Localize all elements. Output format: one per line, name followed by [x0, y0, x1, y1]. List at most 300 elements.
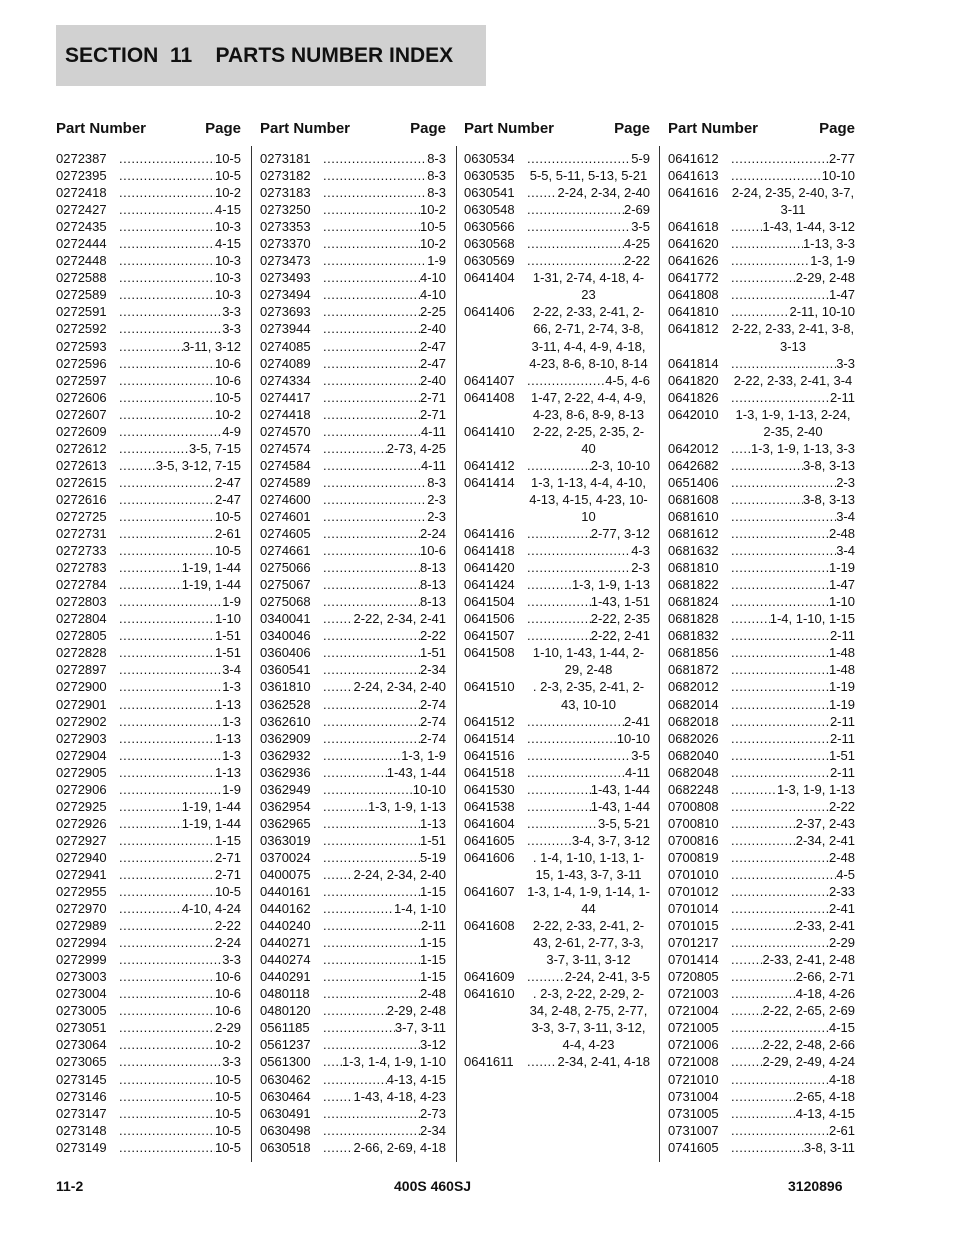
index-column-4 [668, 118, 855, 1165]
index-entry [668, 696, 855, 713]
dot-leader [119, 218, 215, 235]
index-entry [56, 1139, 241, 1156]
column-header [668, 118, 855, 150]
page-ref [527, 269, 650, 303]
part-number: 0273370 [260, 236, 311, 252]
page-ref [119, 184, 241, 201]
part-number: 0681828 [668, 611, 719, 627]
dot-leader [119, 423, 222, 440]
part-number: 0340046 [260, 628, 311, 644]
page-value: 2-33, 2-41 [795, 918, 855, 934]
page-ref [323, 781, 446, 798]
part-number: 0274334 [260, 372, 311, 388]
page-ref [323, 730, 446, 747]
dot-leader [731, 474, 836, 491]
part-number: 0641604 [464, 815, 515, 831]
part-number: 0681632 [668, 543, 719, 559]
part-number: 0273149 [56, 1139, 107, 1155]
part-number: 0630534 [464, 151, 515, 166]
part-number: 0480118 [260, 986, 310, 1002]
index-entry [464, 184, 650, 201]
part-number: 0272803 [56, 594, 107, 610]
index-entry [56, 661, 241, 678]
index-entry [260, 644, 446, 661]
page-ref [731, 917, 855, 934]
part-number: 0641826 [668, 389, 719, 405]
page-value: 2-37, 2-43 [795, 815, 855, 831]
dot-leader [731, 542, 836, 559]
part-number: 0641408 [464, 389, 515, 405]
index-entry [668, 1053, 855, 1070]
index-entry [56, 696, 241, 713]
page-ref [119, 747, 241, 764]
page-value: 2-22, 2-33, 2-41, 3-8, 3-13 [731, 321, 855, 354]
index-entry [464, 218, 650, 235]
index-entry [668, 1105, 855, 1122]
page-ref [323, 849, 446, 866]
dot-leader [731, 747, 829, 764]
index-entry [464, 798, 650, 815]
page-value: 2-24 [214, 935, 241, 951]
page-value: 2-47 [419, 355, 446, 371]
page-value: 3-5 [631, 747, 650, 763]
part-number: 0362949 [260, 781, 311, 797]
page-ref [119, 457, 241, 474]
page-ref [323, 525, 446, 542]
dot-leader [119, 389, 215, 406]
dot-leader [731, 1071, 829, 1088]
page-ref [119, 406, 241, 423]
page-value: 2-22, 2-33, 2-41, 2-66, 2-71, 2-74, 3-8, 3-11, 4-4, 4-9, 4-18, 4-23, 8-6, 8-10, 8-14 [529, 304, 648, 371]
index-entry [56, 1036, 241, 1053]
part-number: 0274600 [260, 491, 311, 507]
part-number: 0272940 [56, 849, 107, 865]
dot-leader [119, 1105, 215, 1122]
page-value: 2-11 [420, 918, 446, 934]
dot-leader [119, 968, 215, 985]
part-number: 0272615 [56, 474, 107, 490]
dot-leader [731, 866, 836, 883]
page-value: 2-22, 2-35 [590, 611, 650, 627]
dot-leader [731, 764, 830, 781]
page-ref [323, 218, 446, 235]
dot-leader [323, 406, 420, 423]
entry-list [464, 150, 650, 1071]
part-number: 0272387 [56, 151, 107, 166]
page-value: 4-13, 4-15 [386, 1071, 446, 1087]
part-number: 0272592 [56, 321, 107, 337]
part-number: 0272926 [56, 815, 107, 831]
page-value: 2-22 [828, 798, 855, 814]
page-ref [527, 167, 650, 184]
page-value: 2-22, 2-41 [590, 628, 650, 644]
page-ref [731, 951, 855, 968]
dot-leader [323, 1139, 353, 1156]
index-entry [260, 764, 446, 781]
page-ref [731, 678, 855, 695]
page-ref [323, 696, 446, 713]
page-ref [323, 883, 446, 900]
page-ref [119, 934, 241, 951]
part-number: 0641510 [464, 679, 515, 695]
page-value: 1-3, 1-4, 1-9, 1-14, 1-44 [527, 884, 650, 917]
dot-leader [323, 440, 387, 457]
dot-leader [527, 747, 631, 764]
dot-leader [119, 542, 215, 559]
page-ref [119, 218, 241, 235]
part-number: 0681856 [668, 645, 719, 661]
part-number: 0273147 [56, 1105, 107, 1121]
page-ref [119, 1071, 241, 1088]
part-number: 0681610 [668, 508, 719, 524]
part-number: 0641808 [668, 287, 719, 303]
dot-leader [527, 525, 591, 542]
dot-leader [323, 1122, 420, 1139]
page-value: 10-5 [214, 1088, 241, 1104]
page-value: 1-3, 1-9, 1-13 [367, 798, 446, 814]
page-ref [731, 1036, 855, 1053]
part-number: 0272805 [56, 628, 107, 644]
page-value: 4-11 [624, 764, 650, 780]
dot-leader [119, 866, 215, 883]
part-number: 0361810 [260, 679, 311, 695]
index-entry [260, 525, 446, 542]
dot-leader [731, 627, 830, 644]
page-ref [119, 917, 241, 934]
dot-leader [323, 525, 420, 542]
part-number: 0272589 [56, 287, 107, 303]
dot-leader [323, 968, 420, 985]
part-number: 0272444 [56, 236, 107, 252]
page-value: 2-65, 4-18 [795, 1088, 855, 1104]
page-ref [323, 934, 446, 951]
part-number: 0701217 [668, 935, 719, 951]
page-ref [323, 644, 446, 661]
dot-leader [731, 917, 796, 934]
footer-doc-number: 3120896 [788, 1178, 843, 1194]
index-entry [668, 1122, 855, 1139]
index-entry [668, 968, 855, 985]
page-ref [119, 661, 241, 678]
page-ref [323, 474, 446, 491]
index-entry [668, 1019, 855, 1036]
page-value: 8-13 [419, 577, 446, 593]
part-number: 0641506 [464, 611, 515, 627]
page-value: 1-3, 1-4, 1-9, 1-10 [341, 1054, 446, 1070]
page-ref [527, 610, 650, 627]
dot-leader [323, 985, 420, 1002]
index-entry [260, 372, 446, 389]
page-value: 1-3, 1-9, 1-13 [571, 577, 650, 593]
page-value: 3-4 [222, 662, 241, 678]
index-entry [668, 678, 855, 695]
dot-leader [119, 201, 215, 218]
part-number: 0362528 [260, 696, 311, 712]
part-number: 0340041 [260, 611, 311, 627]
page-value: 3-3 [222, 321, 241, 337]
page-value: 2-47 [214, 491, 241, 507]
part-number: 0641518 [464, 764, 515, 780]
index-entry [464, 389, 650, 423]
page-ref [731, 849, 855, 866]
page-value: 1-51 [214, 628, 241, 644]
index-entry [56, 372, 241, 389]
index-entry [668, 184, 855, 218]
page-ref [527, 525, 650, 542]
page-value: 3-4, 3-7, 3-12 [571, 832, 650, 848]
page-ref [323, 457, 446, 474]
part-number: 0362936 [260, 764, 311, 780]
dot-leader [323, 678, 353, 695]
page-value: 2-34 [419, 1122, 446, 1138]
dot-leader [119, 1002, 215, 1019]
page-ref [119, 866, 241, 883]
page-value: 2-29, 2-49, 4-24 [762, 1054, 855, 1070]
dot-leader [731, 968, 796, 985]
dot-leader [119, 1122, 215, 1139]
part-number: 0641814 [668, 355, 719, 371]
dot-leader [119, 627, 215, 644]
index-entry [260, 1053, 446, 1070]
page-value: 2-11, 10-10 [789, 304, 855, 320]
index-entry [668, 167, 855, 184]
index-entry [56, 900, 241, 917]
dot-leader [323, 934, 420, 951]
page-ref [323, 576, 446, 593]
part-number: 0272784 [56, 577, 107, 593]
dot-leader [119, 917, 215, 934]
page-value: 1-15 [419, 969, 446, 985]
page-ref [731, 525, 855, 542]
page-value: 2-29, 2-48 [795, 270, 855, 286]
index-entry [668, 1139, 855, 1156]
part-number: 0274418 [260, 406, 311, 422]
index-entry [56, 218, 241, 235]
part-number: 0272904 [56, 747, 107, 763]
dot-leader [527, 218, 631, 235]
page-value: 1-3 [222, 679, 241, 695]
index-entry [260, 968, 446, 985]
index-entry [260, 849, 446, 866]
dot-leader [119, 934, 215, 951]
page-ref [323, 951, 446, 968]
page-value: 1-19, 1-44 [181, 577, 241, 593]
page-value: 10-6 [419, 543, 446, 559]
page-ref [731, 269, 855, 286]
index-entry [260, 1071, 446, 1088]
page-ref [731, 644, 855, 661]
dot-leader [527, 968, 565, 985]
page-value: 2-61 [828, 1122, 855, 1138]
dot-leader [527, 372, 605, 389]
part-number: 0480120 [260, 1003, 311, 1019]
index-entry [56, 1071, 241, 1088]
index-entry [668, 1071, 855, 1088]
page-value: 1-43, 4-18, 4-23 [353, 1088, 446, 1104]
dot-leader [731, 900, 829, 917]
page-ref [119, 730, 241, 747]
page-value: 2-24, 2-34, 2-40 [557, 185, 650, 201]
dot-leader [323, 644, 420, 661]
index-entry [56, 849, 241, 866]
entry-list [668, 150, 855, 1156]
part-number: 0641418 [464, 543, 515, 559]
column-header [260, 118, 446, 150]
page-value: 10-5 [214, 1071, 241, 1087]
part-number: 0641611 [464, 1054, 514, 1070]
page-value: 2-34, 2-41 [795, 832, 855, 848]
dot-leader [119, 593, 222, 610]
index-entry [260, 747, 446, 764]
page-ref [323, 866, 446, 883]
index-entry [668, 269, 855, 286]
page-ref [323, 1002, 446, 1019]
page-value: 3-8, 3-13 [802, 457, 855, 473]
page-ref [323, 593, 446, 610]
index-entry [56, 934, 241, 951]
index-entry [464, 610, 650, 627]
page-ref [119, 764, 241, 781]
dot-leader [323, 730, 420, 747]
part-number-heading: Part Number [260, 120, 351, 137]
page-ref [323, 1036, 446, 1053]
dot-leader [527, 252, 624, 269]
page-value: 4-15 [828, 1020, 855, 1036]
page-value: 2-11 [829, 730, 855, 746]
page-value: 2-73, 4-25 [386, 440, 446, 456]
page-ref [731, 798, 855, 815]
dot-leader [323, 815, 420, 832]
index-entry [668, 150, 855, 167]
page-value: 4-10, 4-24 [181, 901, 241, 917]
index-entry [668, 610, 855, 627]
dot-leader [527, 764, 625, 781]
dot-leader [323, 764, 387, 781]
page-ref [323, 985, 446, 1002]
page-ref [731, 1002, 855, 1019]
page-value: 4-5 [836, 866, 855, 882]
index-entry [56, 542, 241, 559]
part-number: 0272733 [56, 543, 107, 559]
page-ref [119, 627, 241, 644]
part-number: 0272955 [56, 884, 107, 900]
page-ref [527, 968, 650, 985]
page-ref [323, 1071, 446, 1088]
page-value: 2-29 [214, 1020, 241, 1036]
dot-leader [323, 150, 427, 167]
index-entry [464, 593, 650, 610]
dot-leader [731, 832, 796, 849]
page-ref [527, 201, 650, 218]
dot-leader [323, 474, 427, 491]
part-number: 0682012 [668, 679, 719, 695]
dot-leader [731, 286, 829, 303]
page-value: 10-2 [214, 406, 241, 422]
index-entry [464, 372, 650, 389]
page-value: 8-3 [427, 151, 446, 166]
page-ref [731, 389, 855, 406]
dot-leader [119, 406, 215, 423]
index-entry [260, 1036, 446, 1053]
part-number: 0360541 [260, 662, 311, 678]
index-entry [260, 678, 446, 695]
index-entry [668, 355, 855, 372]
page-ref [527, 917, 650, 968]
page-ref [323, 201, 446, 218]
index-entry [668, 764, 855, 781]
page-ref [119, 1105, 241, 1122]
part-number: 0641618 [668, 219, 719, 235]
part-number: 0701010 [668, 866, 719, 882]
page-value: 3-3 [836, 355, 855, 371]
part-number: 0273182 [260, 168, 311, 184]
index-entry [260, 696, 446, 713]
page-value: 4-11 [420, 457, 446, 473]
page-value: 1-51 [214, 645, 241, 661]
part-number: 0641605 [464, 832, 515, 848]
index-entry [260, 423, 446, 440]
dot-leader [323, 372, 420, 389]
dot-leader [119, 985, 215, 1002]
page-value: 10-6 [214, 969, 241, 985]
index-entry [464, 747, 650, 764]
page-value: 10-10 [821, 168, 855, 184]
index-entry [56, 491, 241, 508]
page-value: 1-13 [214, 764, 241, 780]
page-value: 10-3 [214, 270, 241, 286]
part-number: 0630498 [260, 1122, 311, 1138]
page-ref [323, 355, 446, 372]
page-value: 8-3 [427, 168, 446, 184]
index-entry [464, 525, 650, 542]
index-entry [668, 389, 855, 406]
page-value: . 1-4, 1-10, 1-13, 1-15, 1-43, 3-7, 3-11 [532, 849, 645, 882]
index-entry [668, 474, 855, 491]
part-number: 0721003 [668, 986, 719, 1002]
dot-leader [323, 661, 420, 678]
page-value: 1-51 [419, 832, 446, 848]
dot-leader [323, 832, 420, 849]
index-entry [668, 593, 855, 610]
page-ref [527, 593, 650, 610]
dot-leader [323, 457, 421, 474]
index-entry [260, 815, 446, 832]
index-entry [56, 559, 241, 576]
index-entry [260, 934, 446, 951]
page-ref [119, 286, 241, 303]
page-value: 3-5, 7-15 [188, 440, 241, 456]
dot-leader [527, 627, 591, 644]
page-value: 1-19 [828, 679, 855, 695]
part-number: 0273493 [260, 270, 311, 286]
part-number: 0681822 [668, 577, 719, 593]
dot-leader [731, 491, 803, 508]
page-value: 3-11, 3-12 [182, 338, 241, 354]
part-number: 0272927 [56, 832, 107, 848]
page-value: 2-77 [828, 151, 855, 166]
part-number: 0274605 [260, 526, 311, 542]
page-value: 1-3, 1-13, 4-4, 4-10, 4-13, 4-15, 4-23, 10-10 [529, 474, 648, 524]
part-number: 0700810 [668, 815, 719, 831]
dot-leader [323, 252, 427, 269]
index-entry [668, 218, 855, 235]
dot-leader [731, 1053, 762, 1070]
page-ref [731, 559, 855, 576]
dot-leader [731, 661, 829, 678]
page-ref [527, 815, 650, 832]
index-entry [56, 917, 241, 934]
index-entry [56, 457, 241, 474]
